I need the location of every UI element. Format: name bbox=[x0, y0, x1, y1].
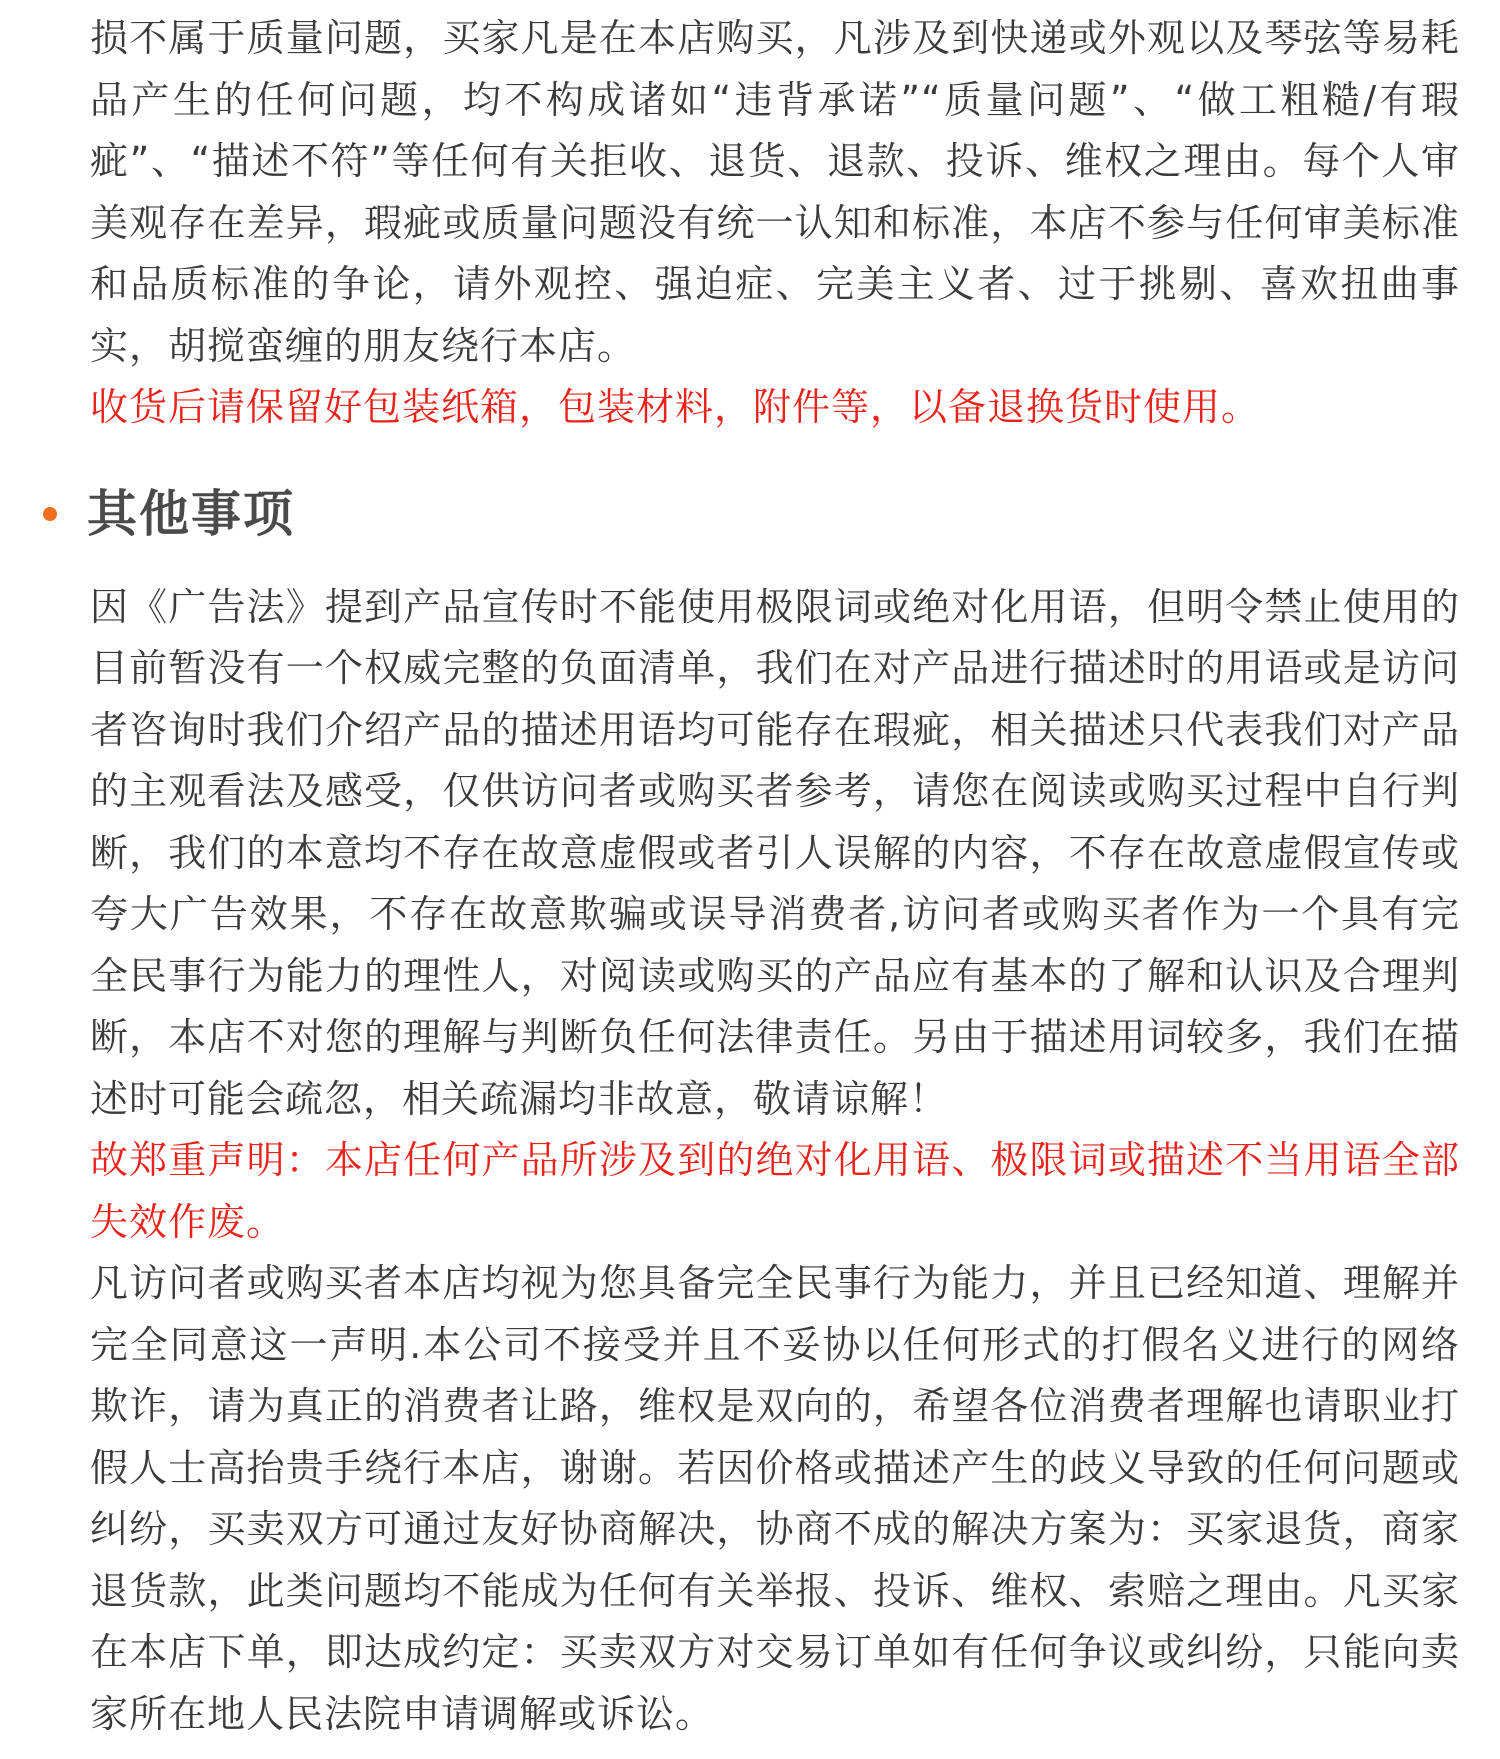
packaging-notice: 收货后请保留好包装纸箱，包装材料，附件等，以备退换货时使用。 bbox=[90, 385, 1261, 429]
solemn-statement: 故郑重声明：本店任何产品所涉及到的绝对化用语、极限词或描述不当用语全部失效作废。 bbox=[90, 1138, 1460, 1244]
policy-document bbox=[87, 0, 1460, 1745]
other-matters-body bbox=[90, 577, 1460, 1746]
intro-paragraph: 损不属于质量问题，买家凡是在本店购买，凡涉及到快递或外观以及琴弦等易耗品产生的任何问题，均不构成诸如“违背承诺”“质量问题”、“做工粗糙/有瑕疵”、“描述不符”等任何有关拒收、退货、退款、投诉、维权之理由。每个人审美观存在差异，瑕疵或质量问题没有统一认知和标准，本店不参与任何审美标准和品质标准的争论，请外观控、强迫症、完美主义者、过于挑剔、喜欢扭曲事实，胡搅蛮缠的朋友绕行本店。 bbox=[90, 16, 1460, 368]
advertising-law-paragraph: 因《广告法》提到产品宣传时不能使用极限词或绝对化用语，但明令禁止使用的目前暂没有一个权威完整的负面清单，我们在对产品进行描述时的用语或是访问者咨询时我们介绍产品的描述用语均可能存在瑕疵，相关描述只代表我们对产品的主观看法及感受，仅供访问者或购买者参考，请您在阅读或购买过程中自行判断，我们的本意均不存在故意虚假或者引人误解的内容，不存在故意虚假宣传或夸大广告效果，不存在故意欺骗或误导消费者,访问者或购买者作为一个具有完全民事行为能力的理性人，对阅读或购买的产品应有基本的了解和认识及合理判断，本店不对您的理解与判断负任何法律责任。另由于描述用词较多，我们在描述时可能会疏忽，相关疏漏均非故意，敬请谅解！ bbox=[90, 584, 1460, 1121]
other-matters-heading bbox=[87, 469, 1460, 551]
disclaimer-paragraph: 凡访问者或购买者本店均视为您具备完全民事行为能力，并且已经知道、理解并完全同意这一声明.本公司不接受并且不妥协以任何形式的打假名义进行的网络欺诈，请为真正的消费者让路，维权是双向的，希望各位消费者理解也请职业打假人士高抬贵手绕行本店，谢谢。若因价格或描述产生的歧义导致的任何问题或纠纷，买卖双方可通过友好协商解决，协商不成的解决方案为：买家退货，商家退货款，此类问题均不能成为任何有关举报、投诉、维权、索赔之理由。凡买家在本店下单，即达成约定：买卖双方对交易订单如有任何争议或纠纷，只能向卖家所在地人民法院申请调解或诉讼。 bbox=[90, 1261, 1460, 1736]
bullet-dot-icon bbox=[43, 507, 57, 521]
section-title: 其他事项 bbox=[87, 484, 295, 543]
